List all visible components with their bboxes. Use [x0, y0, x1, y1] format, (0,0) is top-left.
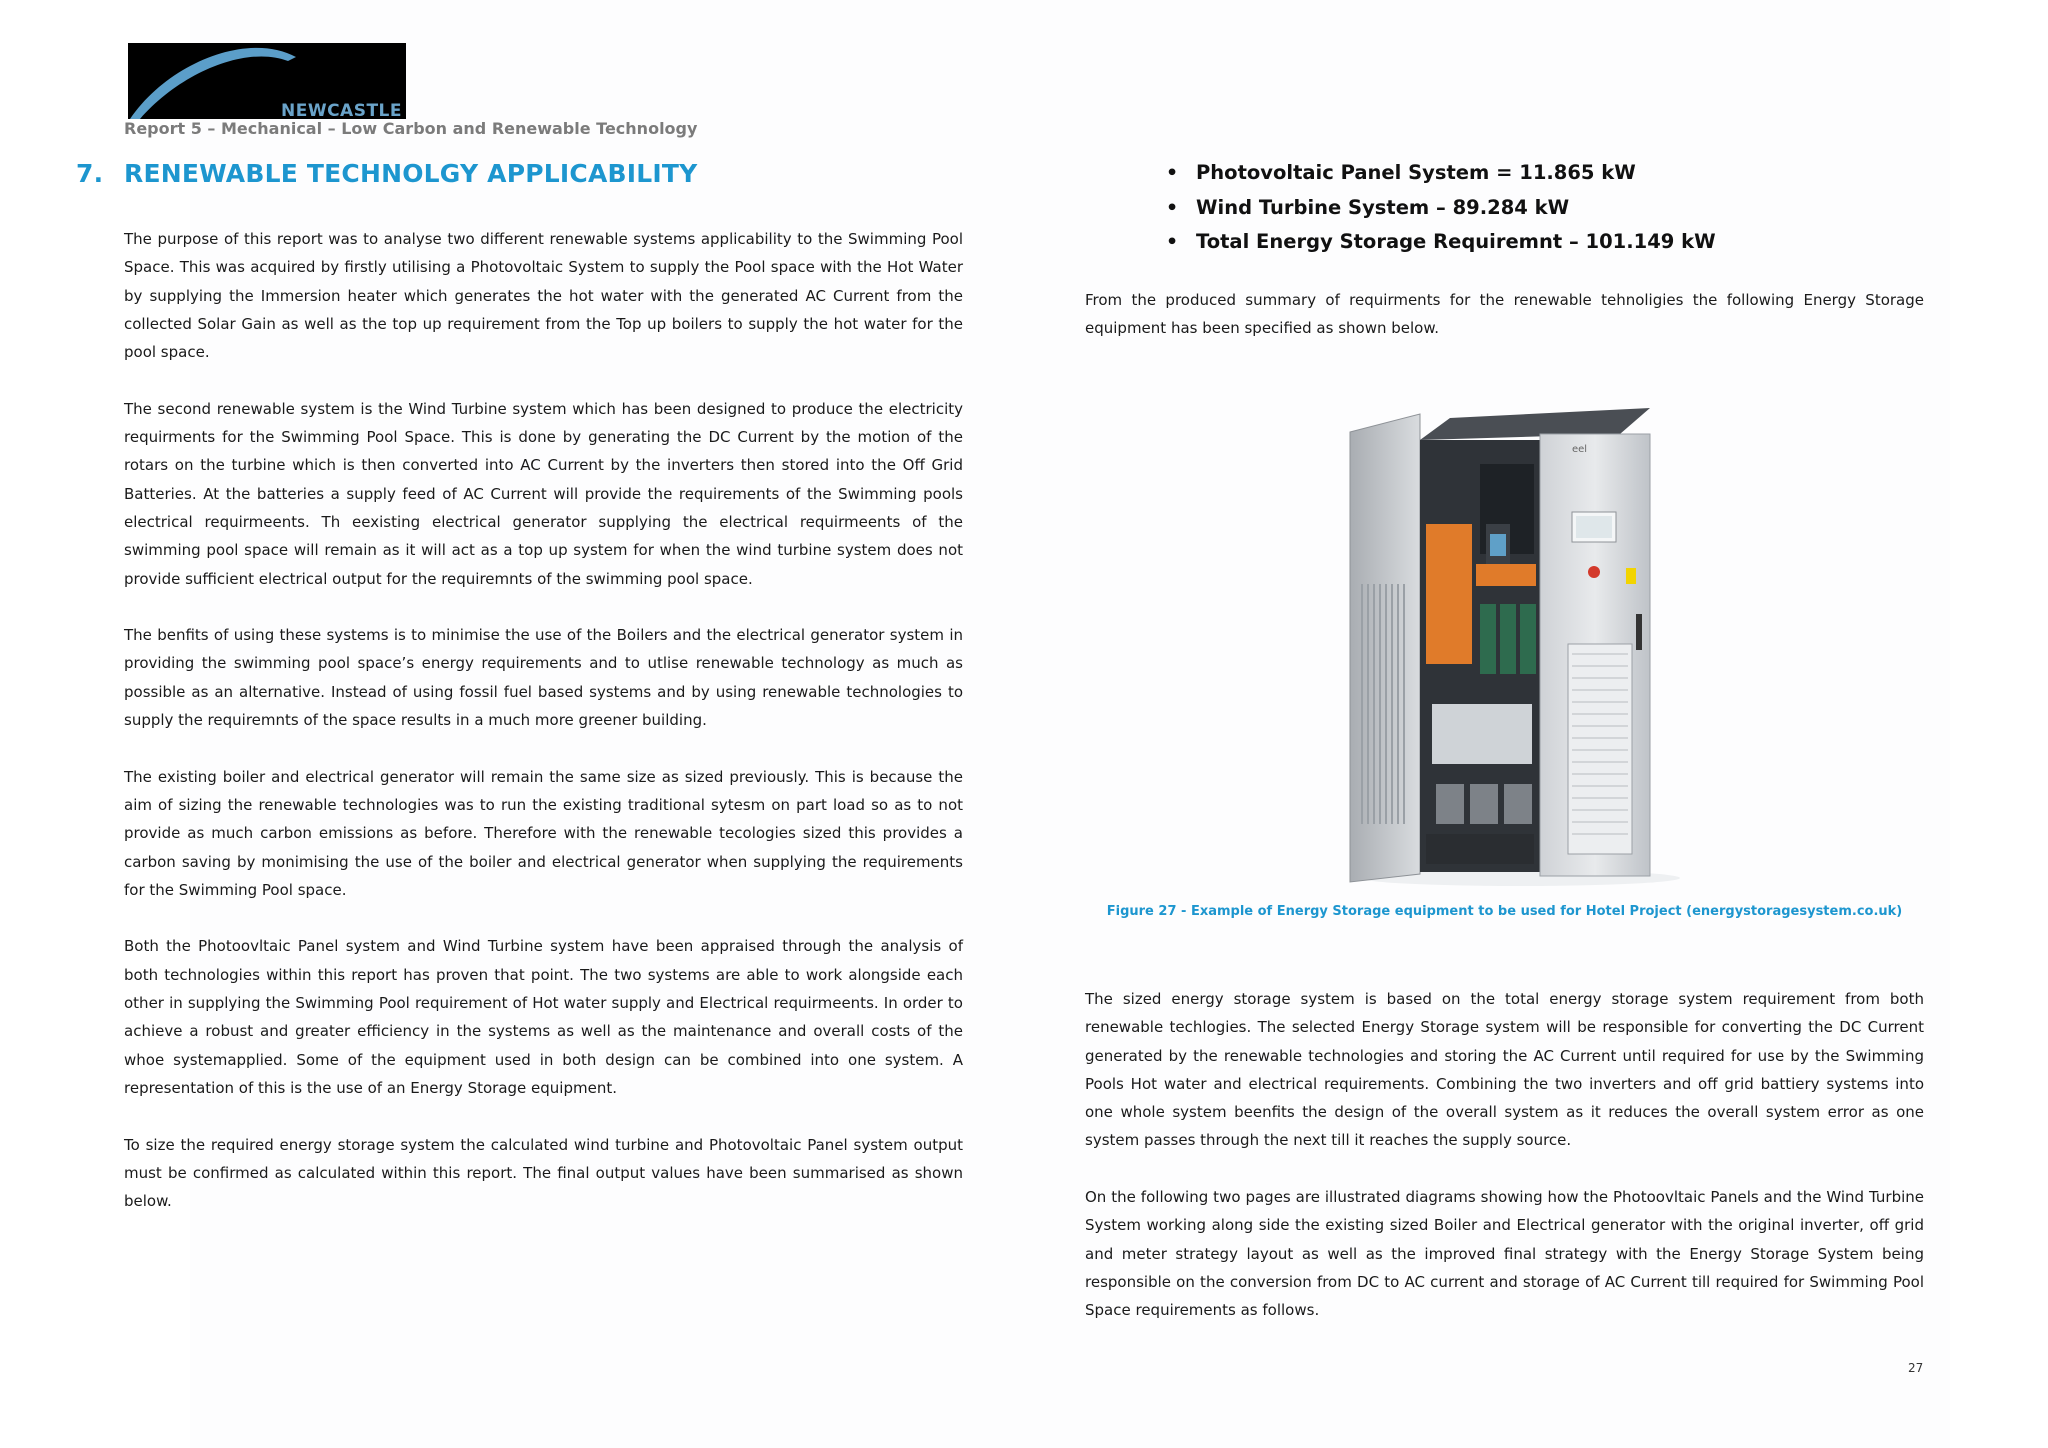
paragraph: The benfits of using these systems is to minimise the use of the Boilers and the electrical generator system in providing the swimming pool space’s energy requirements and to utlise renewable technology as much as possible as an alternative. Instead of using fossil fuel based systems and by using renewable technologies to supply the requiremnts of the space results in a much more greener building. — [124, 626, 963, 730]
summary-item: • Photovoltaic Panel System = 11.865 kW — [1196, 156, 1716, 191]
right-column-intro — [1085, 286, 1924, 343]
paragraph: The sized energy storage system is based on the total energy storage system requirement from both renewable techlogies. The selected Energy Storage system will be responsible for converting the DC Current generated by the renewable technologies and storing the AC Current until required for use by the Swimming Pools Hot water and electrical requirements. Combining the two inverters and off grid battiery systems into one whole system beenfits the design of the overall system as it reduces the overall system error as one system passes through the next till it reaches the supply source. — [1085, 990, 1924, 1150]
paragraph: The second renewable system is the Wind Turbine system which has been designed to produce the electricity requirments for the Swimming Pool Space. This is done by generating the DC Current by the motion of the rotars on the turbine which is then converted into AC Current by the inverters then stored into the Off Grid Batteries. At the batteries a supply feed of AC Current will provide the requirements of the Swimming pools electrical requirmeents. Th eexisting electrical generator supplying the electrical requirmeents of the swimming pool space will remain as it will act as a top up system for when the wind turbine system does not provide sufficient electrical output for the requiremnts of the swimming pool space. — [124, 399, 963, 588]
page-number: 27 — [1908, 1361, 1924, 1375]
left-column — [124, 225, 963, 1215]
cabinet-brand-label: eel — [1572, 444, 1588, 455]
intro-paragraph: From the produced summary of requirments for the renewable tehnoligies the following Energy Storage equipment has been specified as shown below. — [1085, 291, 1924, 338]
paragraph: On the following two pages are illustrated diagrams showing how the Photoovltaic Panels and the Wind Turbine System working along side the existing sized Boiler and Electrical generator with the original inverter, off grid and meter strategy layout as well as the improved final strategy with the Energy Storage System being responsible on the conversion from DC to AC current and storage of AC Current till required for Swimming Pool Space requirements as follows. — [1085, 1188, 1924, 1320]
paragraph: Both the Photoovltaic Panel system and Wind Turbine system have been appraised through the analysis of both technologies within this report has proven that point. The two systems are able to work alongside each other in supplying the Swimming Pool requirement of Hot water supply and Electrical requirmeents. In order to achieve a robust and greater efficiency in the systems as well as the maintenance and overall costs of the whoe systemapplied. Some of the equipment used in both design can be combined into one system. A representation of this is the use of an Energy Storage equipment. — [124, 937, 963, 1097]
right-column-body — [1085, 985, 1924, 1325]
cabinet-illustration — [1340, 404, 1680, 886]
paragraph: The existing boiler and electrical generator will remain the same size as sized previously. This is because the aim of sizing the renewable technologies was to run the existing traditional sytesm on part load so as to not provide as much carbon emissions as before. Therefore with the renewable tecologies sized this provides a carbon saving by monimising the use of the boiler and electrical generator when supplying the requirements for the Swimming Pool space. — [124, 767, 963, 899]
section-number: 7. — [76, 159, 104, 188]
paragraph: The purpose of this report was to analyse two different renewable systems applicability to the Swimming Pool Space. This was acquired by firstly utilising a Photovoltaic System to supply the Pool space with the Hot Water by supplying the Immersion heater which generates the hot water with the generated AC Current from the collected Solar Gain as well as the top up requirement from the Top up boilers to supply the hot water for the pool space. — [124, 230, 963, 362]
newcastle-logo — [128, 43, 406, 119]
summary-item: • Total Energy Storage Requiremnt – 101.149 kW — [1196, 225, 1716, 260]
summary-list — [1196, 156, 1716, 260]
logo-text: NEWCASTLE — [280, 101, 402, 119]
section-heading — [76, 159, 697, 188]
summary-item: • Wind Turbine System – 89.284 kW — [1196, 191, 1716, 226]
report-header: Report 5 – Mechanical – Low Carbon and Renewable Technology — [124, 119, 698, 138]
energy-storage-cabinet-image — [1340, 404, 1680, 886]
figure-caption: Figure 27 - Example of Energy Storage equipment to be used for Hotel Project (energystoragesystem.co.uk) — [1106, 904, 1903, 919]
paragraph: To size the required energy storage system the calculated wind turbine and Photovoltaic Panel system output must be confirmed as calculated within this report. The final output values have been summarised as shown below. — [124, 1135, 963, 1211]
section-title: RENEWABLE TECHNOLGY APPLICABILITY — [124, 159, 698, 188]
